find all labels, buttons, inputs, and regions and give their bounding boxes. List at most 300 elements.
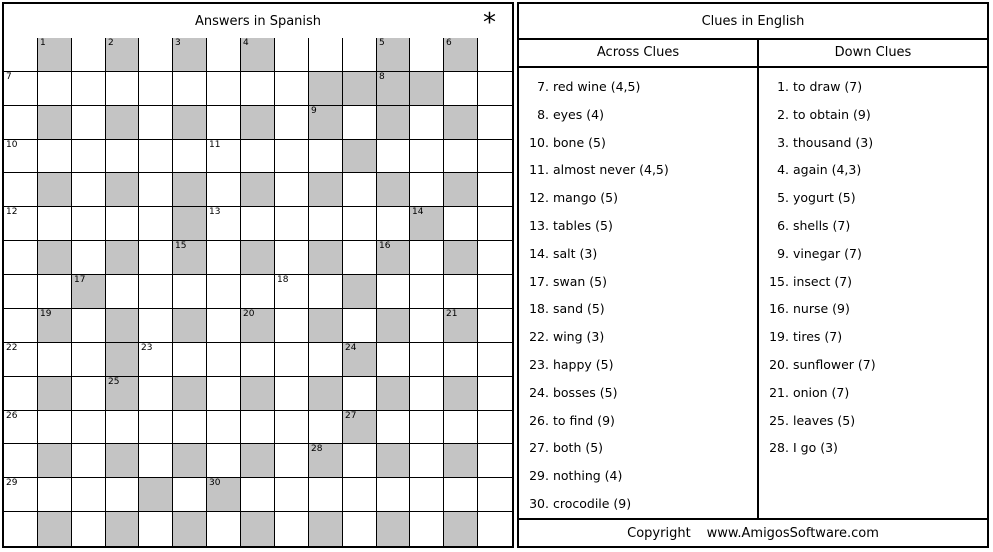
grid-cell[interactable] [444, 207, 478, 241]
grid-cell[interactable] [478, 241, 512, 275]
grid-cell[interactable] [139, 38, 173, 72]
grid-cell[interactable] [241, 207, 275, 241]
grid-cell[interactable] [38, 140, 72, 173]
grid-cell[interactable] [207, 241, 241, 275]
grid-cell-black [207, 478, 241, 512]
grid-cell[interactable] [106, 411, 139, 444]
across-clue-list [519, 68, 759, 518]
grid-cell[interactable] [478, 444, 512, 478]
grid-cell[interactable] [275, 72, 309, 106]
grid-cell[interactable] [72, 478, 106, 512]
grid-cell[interactable] [275, 173, 309, 207]
clue-number: 20. [769, 357, 789, 372]
clue-number: 4. [777, 162, 789, 178]
clue-number: 3 [175, 38, 181, 48]
footer [519, 518, 987, 546]
grid-cell[interactable] [410, 343, 444, 377]
grid-cell-black [139, 478, 173, 512]
grid-cell-black [309, 377, 343, 411]
grid-cell[interactable] [139, 309, 173, 343]
grid-cell[interactable] [377, 343, 410, 377]
grid-cell[interactable] [410, 173, 444, 207]
clue-number: 29 [6, 478, 18, 488]
down-clue[interactable] [765, 385, 849, 400]
clue-number: 8 [379, 72, 385, 82]
grid-cell-black [173, 377, 207, 411]
grid-cell-black [173, 241, 207, 275]
grid-cell[interactable] [478, 72, 512, 106]
clue-text: tables (5) [549, 218, 613, 233]
grid-cell-black [377, 512, 410, 546]
grid-cell[interactable] [72, 512, 106, 546]
clue-number: 12 [6, 207, 18, 217]
clue-text: nurse (9) [789, 301, 850, 317]
grid-cell-black [38, 377, 72, 411]
clue-number: 22. [529, 329, 549, 345]
grid-cell[interactable] [410, 275, 444, 309]
grid-cell[interactable] [207, 444, 241, 478]
grid-cell[interactable] [410, 411, 444, 444]
answers-title: Answers in Spanish [194, 13, 322, 29]
grid-cell[interactable] [72, 241, 106, 275]
across-clue[interactable] [525, 413, 615, 428]
grid-cell[interactable] [139, 444, 173, 478]
clue-number: 6. [777, 218, 789, 233]
grid-cell[interactable] [275, 309, 309, 343]
clues-panel [517, 2, 989, 548]
grid-cell[interactable] [309, 275, 343, 309]
clue-number: 23 [141, 343, 153, 353]
clue-text: again (4,3) [789, 162, 862, 178]
grid-cell[interactable] [173, 411, 207, 444]
clue-number: 1 [40, 38, 46, 48]
down-clue[interactable] [765, 301, 850, 316]
grid-cell-black [38, 173, 72, 207]
grid-cell[interactable] [139, 343, 173, 377]
clue-number: 30. [529, 496, 549, 511]
grid-cell[interactable] [72, 72, 106, 106]
across-clue[interactable] [525, 301, 605, 316]
clue-text: to draw (7) [789, 79, 863, 94]
grid-cell[interactable] [478, 106, 512, 140]
copyright-label: Copyright [627, 525, 691, 541]
grid-cell[interactable] [275, 343, 309, 377]
grid-cell[interactable] [207, 173, 241, 207]
grid-cell[interactable] [207, 140, 241, 173]
across-clue[interactable] [525, 79, 640, 94]
clue-text: sand (5) [549, 301, 605, 317]
grid-cell[interactable] [241, 411, 275, 444]
grid-cell[interactable] [275, 411, 309, 444]
clue-number: 19 [40, 309, 52, 319]
clue-text: nothing (4) [549, 468, 623, 484]
clue-number: 30 [209, 478, 221, 488]
grid-cell[interactable] [4, 72, 38, 106]
grid-cell[interactable] [309, 411, 343, 444]
grid-cell[interactable] [4, 173, 38, 207]
grid-cell[interactable] [478, 512, 512, 546]
clue-number: 5 [379, 38, 385, 48]
grid-cell[interactable] [309, 343, 343, 377]
grid-cell-black [444, 173, 478, 207]
clue-text: almost never (4,5) [549, 162, 669, 178]
grid-cell[interactable] [410, 309, 444, 343]
grid-cell[interactable] [38, 72, 72, 106]
grid-cell-black [106, 106, 139, 140]
down-clue[interactable] [765, 162, 861, 177]
grid-cell[interactable] [72, 343, 106, 377]
clue-number: 18 [277, 275, 289, 285]
clue-number: 26 [6, 411, 18, 421]
grid-cell[interactable] [207, 72, 241, 106]
clue-number: 6 [446, 38, 452, 48]
down-clue[interactable] [765, 246, 862, 261]
across-clue[interactable] [525, 440, 603, 455]
grid-cell[interactable] [410, 512, 444, 546]
grid-cell[interactable] [38, 411, 72, 444]
grid-cell[interactable] [275, 38, 309, 72]
grid-cell[interactable] [275, 106, 309, 140]
grid-cell[interactable] [4, 377, 38, 411]
grid-cell[interactable] [241, 72, 275, 106]
grid-cell[interactable] [72, 444, 106, 478]
grid-cell[interactable] [38, 478, 72, 512]
grid-cell-black [343, 140, 377, 173]
clue-text: sunflower (7) [789, 357, 876, 372]
clue-number: 5. [777, 190, 789, 206]
grid-cell[interactable] [377, 275, 410, 309]
grid-cell-black [444, 309, 478, 343]
grid-cell[interactable] [38, 343, 72, 377]
grid-cell[interactable] [72, 207, 106, 241]
grid-cell[interactable] [275, 207, 309, 241]
clue-text: I go (3) [789, 440, 838, 456]
grid-cell[interactable] [410, 241, 444, 275]
grid-cell-black [309, 241, 343, 275]
clue-number: 12. [529, 190, 549, 206]
clue-text: tires (7) [789, 329, 843, 345]
grid-cell[interactable] [4, 411, 38, 444]
grid-cell-black [173, 444, 207, 478]
grid-cell[interactable] [478, 38, 512, 72]
grid-cell[interactable] [275, 241, 309, 275]
grid-cell[interactable] [275, 478, 309, 512]
across-clue[interactable] [525, 162, 669, 177]
grid-cell[interactable] [343, 38, 377, 72]
grid-cell[interactable] [4, 38, 38, 72]
grid-cell[interactable] [139, 72, 173, 106]
grid-cell-black [377, 72, 410, 106]
grid-cell[interactable] [410, 38, 444, 72]
grid-cell[interactable] [173, 275, 207, 309]
grid-cell[interactable] [478, 309, 512, 343]
grid-cell[interactable] [275, 512, 309, 546]
grid-cell[interactable] [444, 478, 478, 512]
across-clue[interactable] [525, 246, 597, 261]
clue-number: 11 [209, 140, 221, 150]
across-clue[interactable] [525, 496, 631, 511]
grid-cell[interactable] [410, 444, 444, 478]
grid-cell[interactable] [4, 275, 38, 309]
grid-cell[interactable] [343, 207, 377, 241]
across-clue[interactable] [525, 357, 614, 372]
down-clue[interactable] [765, 329, 842, 344]
grid-cell-black [38, 444, 72, 478]
grid-cell[interactable] [139, 512, 173, 546]
grid-cell[interactable] [139, 207, 173, 241]
clue-number: 26. [529, 412, 549, 428]
grid-cell[interactable] [410, 106, 444, 140]
grid-cell[interactable] [139, 106, 173, 140]
grid-cell[interactable] [139, 241, 173, 275]
grid-cell[interactable] [444, 275, 478, 309]
grid-cell-black [377, 38, 410, 72]
clue-number: 1. [777, 79, 789, 94]
clue-text: yogurt (5) [789, 190, 856, 206]
grid-cell[interactable] [207, 309, 241, 343]
down-header [759, 38, 987, 68]
star-icon[interactable]: * [483, 8, 496, 38]
clue-number: 28. [769, 440, 789, 456]
down-clue[interactable] [765, 274, 852, 289]
clue-number: 15. [769, 273, 789, 289]
grid-cell-black [309, 72, 343, 106]
grid-cell[interactable] [106, 207, 139, 241]
clues-title: Clues in English [701, 13, 805, 29]
grid-cell[interactable] [343, 241, 377, 275]
clue-number: 20 [243, 309, 255, 319]
grid-cell[interactable] [241, 343, 275, 377]
clue-number: 8. [537, 106, 549, 122]
grid-cell[interactable] [478, 377, 512, 411]
grid-cell[interactable] [444, 411, 478, 444]
grid-cell[interactable] [309, 207, 343, 241]
grid-cell[interactable] [173, 343, 207, 377]
grid-cell[interactable] [207, 38, 241, 72]
clue-number: 17 [74, 275, 86, 285]
grid-cell[interactable] [478, 275, 512, 309]
grid-cell[interactable] [343, 309, 377, 343]
grid-cell[interactable] [4, 140, 38, 173]
grid-cell-black [38, 38, 72, 72]
clue-number: 10 [6, 140, 18, 150]
grid-cell[interactable] [309, 478, 343, 512]
clue-number: 16. [769, 301, 789, 317]
grid-cell[interactable] [478, 173, 512, 207]
clue-number: 7. [537, 79, 549, 94]
grid-cell[interactable] [106, 72, 139, 106]
clue-number: 7 [6, 72, 12, 82]
grid-cell[interactable] [207, 411, 241, 444]
grid-cell[interactable] [4, 106, 38, 140]
clue-text: wing (3) [549, 329, 605, 345]
grid-cell[interactable] [478, 140, 512, 173]
grid-cell-black [106, 241, 139, 275]
clue-number: 24. [529, 384, 549, 400]
grid-cell[interactable] [241, 275, 275, 309]
grid-cell[interactable] [4, 207, 38, 241]
across-title: Across Clues [596, 44, 680, 60]
grid-cell[interactable] [207, 377, 241, 411]
grid-cell[interactable] [4, 478, 38, 512]
grid-cell-black [444, 241, 478, 275]
grid-cell[interactable] [377, 140, 410, 173]
grid-cell[interactable] [241, 478, 275, 512]
clue-number: 9 [311, 106, 317, 116]
grid-cell[interactable] [139, 377, 173, 411]
grid-cell[interactable] [4, 444, 38, 478]
down-clue[interactable] [765, 79, 862, 94]
across-clue[interactable] [525, 107, 604, 122]
grid-cell[interactable] [72, 173, 106, 207]
grid-cell-black [173, 173, 207, 207]
grid-cell-black [309, 444, 343, 478]
grid-cell-black [343, 411, 377, 444]
clue-text: bone (5) [549, 134, 606, 150]
grid-cell[interactable] [377, 207, 410, 241]
grid-cell-black [444, 38, 478, 72]
clue-text: vinegar (7) [789, 245, 862, 261]
grid-cell[interactable] [377, 411, 410, 444]
grid-cell[interactable] [478, 411, 512, 444]
grid-cell[interactable] [72, 38, 106, 72]
grid-cell[interactable] [275, 377, 309, 411]
clue-number: 14 [412, 207, 424, 217]
grid-cell[interactable] [275, 275, 309, 309]
down-clue[interactable] [765, 413, 855, 428]
grid-cell[interactable] [478, 478, 512, 512]
website-link[interactable]: www.AmigosSoftware.com [706, 525, 879, 541]
clue-text: red wine (4,5) [549, 79, 641, 94]
grid-cell[interactable] [72, 411, 106, 444]
grid-cell-black [241, 309, 275, 343]
across-clue[interactable] [525, 385, 617, 400]
grid-cell[interactable] [72, 106, 106, 140]
clue-text: thousand (3) [789, 134, 874, 150]
clue-text: to find (9) [549, 412, 615, 428]
across-clue[interactable] [525, 190, 618, 205]
grid-cell[interactable] [275, 444, 309, 478]
down-clue[interactable] [765, 357, 876, 372]
grid-cell-black [343, 343, 377, 377]
across-clue[interactable] [525, 329, 604, 344]
clue-number: 14. [529, 245, 549, 261]
grid-cell[interactable] [241, 140, 275, 173]
grid-cell[interactable] [4, 512, 38, 546]
clue-number: 4 [243, 38, 249, 48]
grid-cell-black [173, 207, 207, 241]
down-clue[interactable] [765, 218, 850, 233]
grid-cell[interactable] [4, 343, 38, 377]
grid-cell[interactable] [309, 140, 343, 173]
grid-cell[interactable] [207, 275, 241, 309]
down-clue[interactable] [765, 135, 873, 150]
clue-number: 23. [529, 357, 549, 372]
grid-cell[interactable] [343, 444, 377, 478]
clue-text: insect (7) [789, 273, 853, 289]
grid-cell[interactable] [106, 275, 139, 309]
grid-cell[interactable] [444, 140, 478, 173]
down-clue[interactable] [765, 440, 838, 455]
grid-cell[interactable] [139, 411, 173, 444]
grid-cell[interactable] [309, 38, 343, 72]
clue-number: 10. [529, 134, 549, 150]
grid-cell-black [444, 444, 478, 478]
clue-text: to obtain (9) [789, 106, 871, 122]
grid-cell[interactable] [343, 478, 377, 512]
grid-cell[interactable] [106, 140, 139, 173]
grid-cell[interactable] [343, 173, 377, 207]
clue-number: 16 [379, 241, 391, 251]
clue-number: 13 [209, 207, 221, 217]
grid-cell[interactable] [275, 140, 309, 173]
grid-cell[interactable] [207, 106, 241, 140]
grid-cell[interactable] [173, 72, 207, 106]
grid-cell-black [377, 106, 410, 140]
grid-cell[interactable] [106, 478, 139, 512]
grid-cell[interactable] [72, 140, 106, 173]
grid-cell[interactable] [343, 106, 377, 140]
grid-cell[interactable] [343, 377, 377, 411]
clue-text: onion (7) [789, 384, 850, 400]
grid-cell[interactable] [139, 140, 173, 173]
grid-cell[interactable] [38, 275, 72, 309]
grid-cell-black [106, 173, 139, 207]
across-clue[interactable] [525, 468, 622, 483]
clues-header [519, 4, 987, 40]
grid-cell-black [410, 207, 444, 241]
grid-cell-black [72, 275, 106, 309]
clue-text: bosses (5) [549, 384, 618, 400]
grid-cell[interactable] [343, 512, 377, 546]
answers-header [4, 4, 512, 40]
grid-cell[interactable] [38, 207, 72, 241]
grid-cell[interactable] [72, 309, 106, 343]
across-clue[interactable] [525, 274, 607, 289]
grid-cell[interactable] [4, 241, 38, 275]
grid-cell-black [444, 377, 478, 411]
clue-text: shells (7) [789, 218, 851, 233]
grid-cell[interactable] [377, 478, 410, 512]
grid-cell[interactable] [207, 207, 241, 241]
grid-cell[interactable] [444, 72, 478, 106]
grid-cell[interactable] [410, 377, 444, 411]
across-clue[interactable] [525, 218, 613, 233]
across-clue[interactable] [525, 135, 606, 150]
grid-cell-black [241, 173, 275, 207]
down-title: Down Clues [834, 44, 912, 60]
grid-cell-black [377, 444, 410, 478]
grid-cell[interactable] [207, 512, 241, 546]
grid-cell[interactable] [478, 343, 512, 377]
grid-cell[interactable] [444, 343, 478, 377]
grid-cell[interactable] [207, 343, 241, 377]
down-clue[interactable] [765, 107, 871, 122]
grid-cell[interactable] [478, 207, 512, 241]
grid-cell[interactable] [410, 478, 444, 512]
grid-cell[interactable] [4, 309, 38, 343]
grid-cell[interactable] [72, 377, 106, 411]
grid-cell-black [309, 106, 343, 140]
grid-cell[interactable] [139, 173, 173, 207]
grid-cell[interactable] [173, 478, 207, 512]
down-clue[interactable] [765, 190, 856, 205]
grid-cell[interactable] [139, 275, 173, 309]
grid-cell[interactable] [410, 140, 444, 173]
clue-text: eyes (4) [549, 106, 604, 122]
grid-cell-black [38, 106, 72, 140]
grid-cell[interactable] [173, 140, 207, 173]
